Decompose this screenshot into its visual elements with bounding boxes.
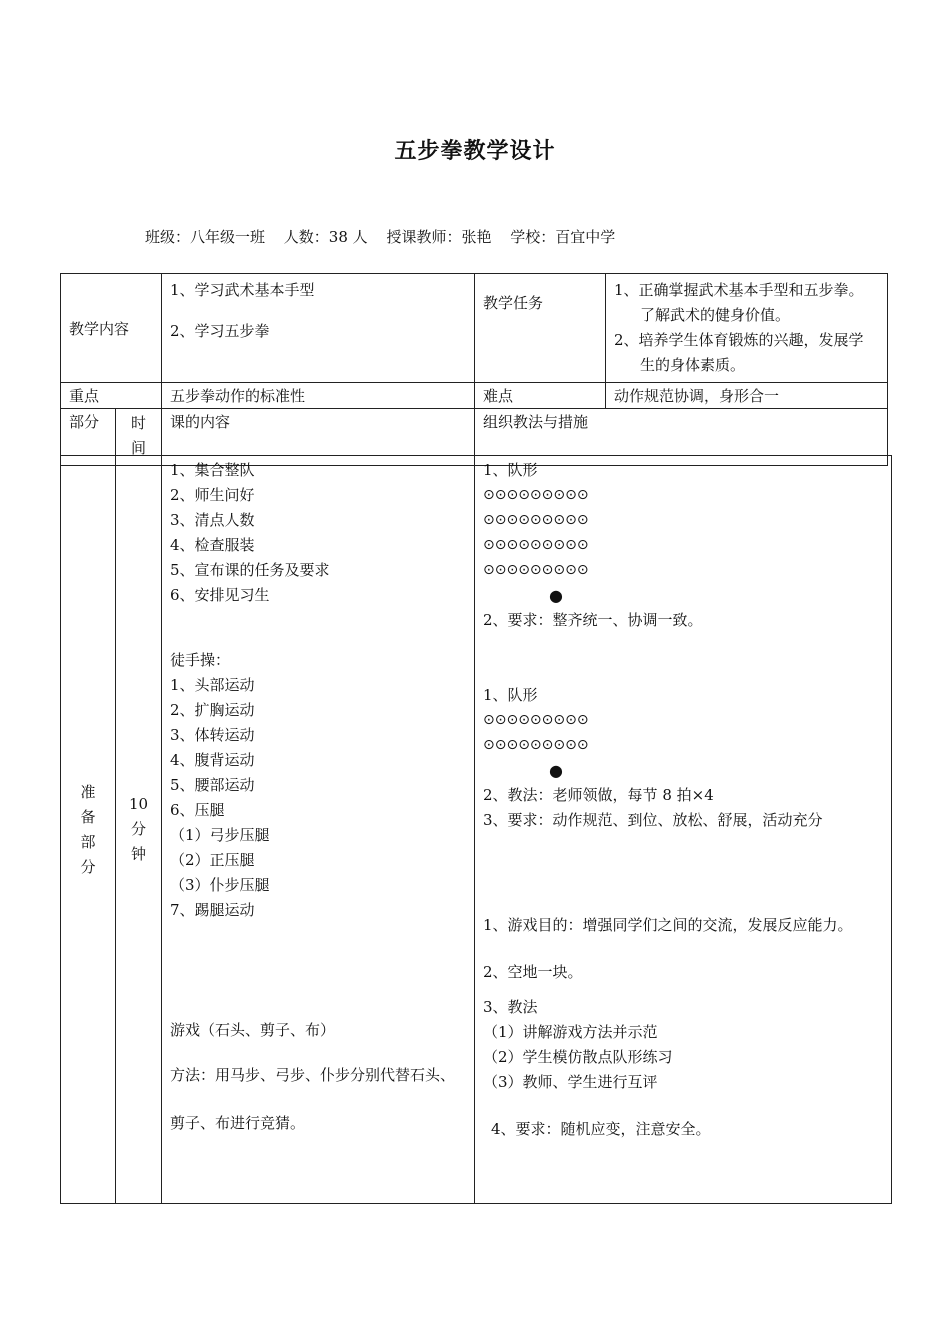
time-cell: [116, 456, 162, 1204]
school-name: 学校：百宜中学: [510, 228, 616, 246]
game-method-label: 3、教法: [483, 998, 538, 1016]
content-line: 5、腰部运动: [170, 776, 255, 794]
student-row: ⊙⊙⊙⊙⊙⊙⊙⊙⊙: [483, 512, 589, 528]
content-items: [162, 274, 475, 383]
content-line: 6、压腿: [170, 801, 225, 819]
content-cell: [162, 456, 475, 1204]
student-row: ⊙⊙⊙⊙⊙⊙⊙⊙⊙: [483, 537, 589, 553]
class-name: 班级：八年级一班: [145, 228, 266, 246]
difficulty-label: 难点: [475, 383, 606, 409]
student-row: ⊙⊙⊙⊙⊙⊙⊙⊙⊙: [483, 487, 589, 503]
part-cell: [61, 456, 116, 1204]
game-step: （3）教师、学生进行互评: [483, 1073, 658, 1091]
requirement-text: 2、要求：整齐统一、协调一致。: [483, 611, 703, 629]
content-line: [170, 608, 466, 633]
col-content-header: 课的内容: [162, 409, 475, 466]
content-line: （1）弓步压腿: [170, 826, 270, 844]
game-requirement: 4、要求：随机应变，注意安全。: [491, 1120, 711, 1138]
task-item: 了解武术的健身价值。: [640, 306, 791, 324]
page-title: 五步拳教学设计: [394, 138, 556, 164]
focus-value: 五步拳动作的标准性: [162, 383, 475, 409]
content-line: （3）仆步压腿: [170, 876, 270, 894]
game-method: 方法：用马步、弓步、仆步分别代替石头、: [170, 1066, 456, 1084]
task-item: 2、培养学生体育锻炼的兴趣，发展学: [614, 331, 864, 349]
content-line: 7、踢腿运动: [170, 901, 255, 919]
content-line: 4、检查服装: [170, 536, 255, 554]
col-part-header: 部分: [61, 409, 116, 466]
formation-label: 1、队形: [483, 686, 538, 704]
formation-label: 1、队形: [483, 461, 538, 479]
main-table: [60, 455, 892, 1204]
game-title: 游戏（石头、剪子、布）: [170, 1021, 336, 1039]
game-goal: 1、游戏目的：增强同学们之间的交流，发展反应能力。: [483, 916, 853, 934]
content-line: 3、清点人数: [170, 511, 255, 529]
content-line: 徒手操：: [170, 651, 231, 669]
time-label: 10 分 钟: [128, 795, 149, 863]
content-line: 5、宣布课的任务及要求: [170, 561, 330, 579]
content-line: 3、体转运动: [170, 726, 255, 744]
student-row: ⊙⊙⊙⊙⊙⊙⊙⊙⊙: [483, 712, 589, 728]
task-item: 1、正确掌握武术基本手型和五步拳。: [614, 281, 864, 299]
student-row: ⊙⊙⊙⊙⊙⊙⊙⊙⊙: [483, 562, 589, 578]
game-place: 2、空地一块。: [483, 963, 583, 981]
teacher-mark: ●: [549, 586, 563, 605]
col-method-header: 组织教法与措施: [475, 409, 888, 466]
teacher-mark: ●: [549, 761, 563, 780]
game-step: （1）讲解游戏方法并示范: [483, 1023, 658, 1041]
student-row: ⊙⊙⊙⊙⊙⊙⊙⊙⊙: [483, 737, 589, 753]
content-line: 6、安排见习生: [170, 586, 270, 604]
col-time-header: 时 间: [116, 409, 162, 466]
method-text: 2、教法：老师领做，每节 8 拍×4: [483, 786, 714, 804]
content-item: 1、学习武术基本手型: [170, 281, 315, 299]
game-step: （2）学生模仿散点队形练习: [483, 1048, 673, 1066]
content-line: 4、腹背运动: [170, 751, 255, 769]
content-line: 1、头部运动: [170, 676, 255, 694]
content-line: 1、集合整队: [170, 461, 255, 479]
game-method: 剪子、布进行竞猜。: [170, 1114, 306, 1132]
class-info: [145, 226, 629, 247]
teacher-name: 授课教师：张艳: [386, 228, 492, 246]
task-item: 生的身体素质。: [640, 356, 746, 374]
student-count: 人数：38 人: [283, 228, 368, 246]
content-label: 教学内容: [61, 274, 162, 383]
requirement-text: 3、要求：动作规范、到位、放松、舒展，活动充分: [483, 811, 823, 829]
task-items: [606, 274, 888, 383]
content-line: （2）正压腿: [170, 851, 255, 869]
content-line: 2、扩胸运动: [170, 701, 255, 719]
difficulty-value: 动作规范协调，身形合一: [606, 383, 888, 409]
task-label: 教学任务: [475, 274, 606, 383]
content-line: 2、师生问好: [170, 486, 255, 504]
part-label: 准 备 部 分: [80, 782, 96, 876]
method-cell: [475, 456, 892, 1204]
content-item: 2、学习五步拳: [170, 322, 270, 340]
header-table: [60, 273, 888, 466]
focus-label: 重点: [61, 383, 162, 409]
